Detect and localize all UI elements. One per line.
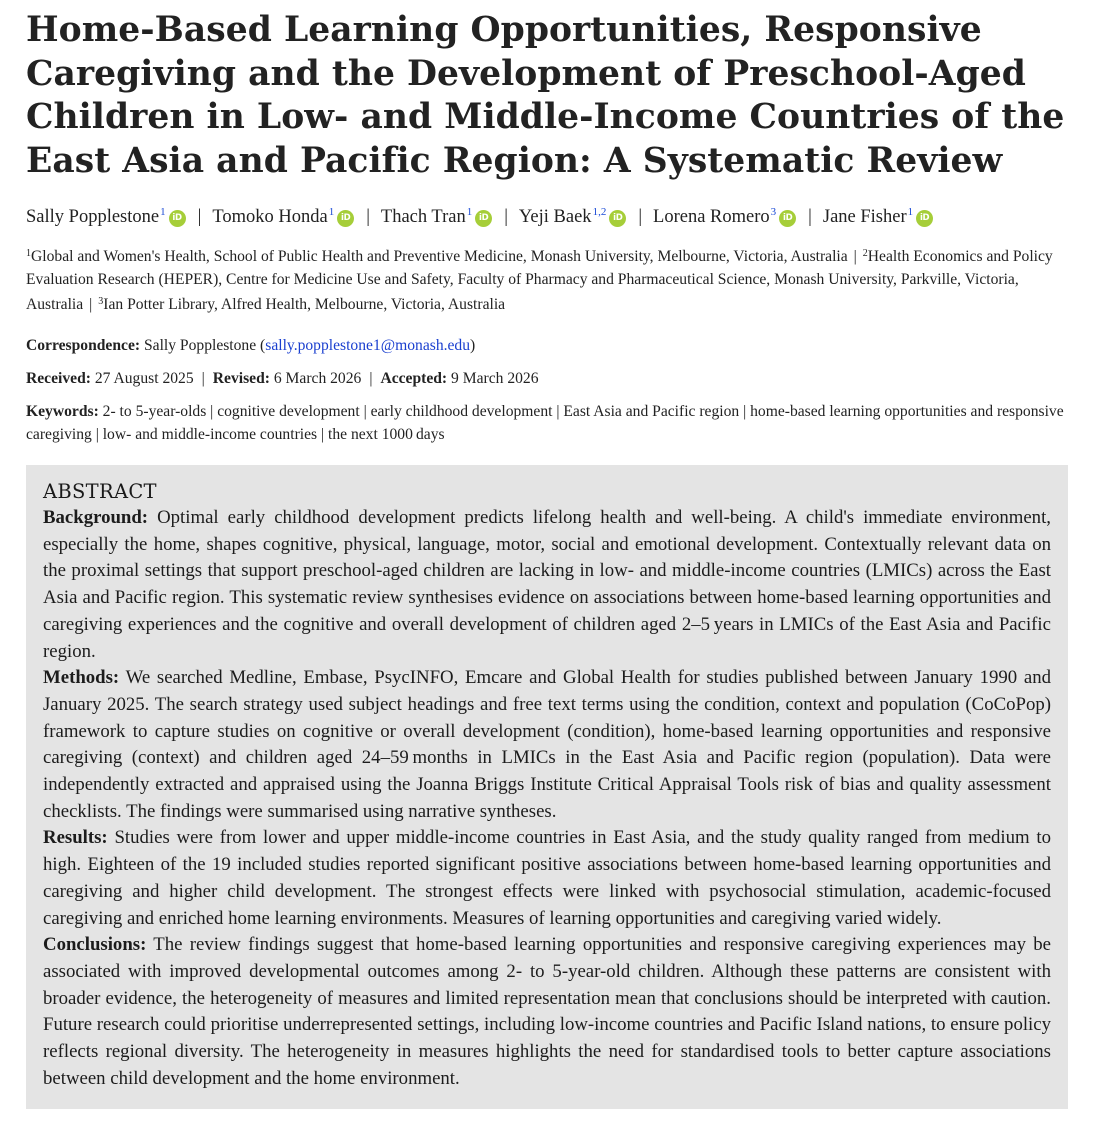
abstract-conclusions-text: The review findings suggest that home-based learning opportunities and responsive caregiving experiences may be associated with improved developmental outcomes among 2- to 5-year-old children. Although these patterns are consistent with broader evidence, the heterogeneity of measures and limited representation mean that conclusions should be interpreted with caution. Future research could prioritise underrepresented settings, including low-income countries and Pacific Island nations, to ensure policy reflects regional diversity. The heterogeneity in measures highlights the need for standardised tools to better capture associations between child development and the home environment. [43,934,1051,1089]
author-separator: | [808,207,812,227]
affiliation-number: 3 [98,296,104,308]
author-affiliation-ref: 1 [907,206,914,218]
author-affiliation-ref: 3 [770,206,777,218]
author[interactable] [212,199,354,230]
affiliations [26,243,1068,317]
author[interactable] [26,199,186,230]
author-name[interactable]: Lorena Romero [653,207,770,227]
author-list [26,199,1086,230]
author-separator: | [197,207,202,227]
affiliation-separator: | [853,248,857,265]
author[interactable] [519,199,626,230]
author-affiliation-ref: 1 [160,206,166,218]
keywords-list: 2- to 5-year-olds | cognitive development | early childhood development | East Asia and Pacific region | home-based learning opportunities and responsive caregiving | low- and middle-income countries | the next 1000 days [26,403,1064,443]
date-separator: | [201,370,205,387]
orcid-icon[interactable]: iD [916,210,933,227]
author-affiliation-ref: 1 [466,206,473,218]
author-separator: | [638,207,643,227]
orcid-icon[interactable]: iD [169,210,186,227]
author-separator: | [504,207,508,227]
author-affiliation-ref: 1 [328,206,335,218]
abstract-conclusions-label: Conclusions: [43,934,147,956]
abstract-body [43,505,1051,1092]
author[interactable] [381,199,492,230]
keywords-label: Keywords: [26,403,99,420]
author-separator: | [366,207,370,227]
affiliation-number: 1 [26,248,31,259]
keywords [26,401,1068,446]
abstract-methods-text: We searched Medline, Embase, PsycINFO, Emcare and Global Health for studies published between January 1990 and January 2025. The search strategy used subject headings and free text terms using the condition, context and population (CoCoPop) framework to capture studies on cognitive or overall development (condition), home-based learning opportunities and responsive caregiving (context) and children aged 24–59 months in LMICs in the East Asia and Pacific region (population). Data were independently extracted and appraised using the Joanna Briggs Institute Critical Appraisal Tools risk of bias and quality assessment checklists. The findings were summarised using narrative syntheses. [43,667,1051,822]
received-date: 27 August 2025 [94,370,194,387]
abstract-results-text: Studies were from lower and upper middle-income countries in East Asia, and the study quality ranged from medium to high. Eighteen of the 19 included studies reported significant positive associations between home-based learning opportunities and caregiving and higher child development. The strongest effects were linked with psychosocial stimulation, academic-focused caregiving and enriched home learning environments. Measures of learning opportunities and caregiving varied widely. [43,827,1051,929]
accepted-date: 9 March 2026 [451,370,539,387]
revised-date: 6 March 2026 [273,370,362,387]
orcid-icon[interactable]: iD [337,210,354,227]
accepted-label: Accepted: [380,370,448,387]
author-name[interactable]: Thach Tran [380,207,466,227]
article-dates [26,368,1068,391]
correspondence-name: Sally Popplestone [143,337,257,354]
author-name[interactable]: Yeji Baek [518,207,592,227]
date-separator: | [369,370,373,387]
revised-label: Revised: [212,370,270,387]
affiliation-text: Global and Women's Health, School of Public Health and Preventive Medicine, Monash University, Melbourne, Victoria, Australia [31,248,848,265]
author[interactable] [653,199,796,230]
affiliation-separator: | [89,296,93,314]
correspondence-email-link[interactable]: sally.popplestone1@monash.edu [265,337,471,354]
correspondence: Correspondence: Sally Popplestone (sally.popplestone1@monash.edu) [26,337,476,354]
abstract-background-text: Optimal early childhood development predicts lifelong health and well-being. A child's immediate environment, especially the home, shapes cognitive, physical, language, motor, social and emotional development. Contextually relevant data on the proximal settings that support preschool-aged children are lacking in low- and middle-income countries (LMICs) across the East Asia and Pacific region. This systematic review synthesises evidence on associations between home-based learning opportunities and caregiving experiences and the cognitive and overall development of children aged 2–5 years in LMICs of the East Asia and Pacific region. [43,507,1051,662]
affiliation-number: 2 [862,248,868,259]
affiliation-text: Health Economics and Policy Evaluation Research (HEPER), Centre for Medicine Use and Safety, Faculty of Pharmacy and Pharmaceutical Science, Monash University, Parkville, Victoria, Australia [26,248,1053,314]
orcid-icon[interactable]: iD [609,210,626,227]
author-name[interactable]: Tomoko Honda [212,207,328,227]
author[interactable] [823,199,933,230]
affiliation-text: Ian Potter Library, Alfred Health, Melbourne, Victoria, Australia [103,296,506,314]
abstract-results-label: Results: [43,827,108,849]
abstract-background-label: Background: [43,507,149,528]
abstract-methods-label: Methods: [43,667,120,689]
author-affiliation-ref: 1,2 [592,206,607,218]
author-name[interactable]: Sally Popplestone [26,207,160,227]
article-title: Home-Based Learning Opportunities, Responsive Caregiving and the Development of Preschool-Aged Children in Low- and Middle-Income Countries of the East Asia and Pacific Region: A Systematic Review [26,10,1065,181]
received-label: Received: [26,370,91,387]
orcid-icon[interactable]: iD [475,210,492,227]
author-name[interactable]: Jane Fisher [822,207,907,227]
correspondence-label: Correspondence: [26,337,141,354]
abstract-heading: ABSTRACT [43,480,157,503]
orcid-icon[interactable]: iD [779,210,796,227]
abstract-box [26,465,1068,1109]
